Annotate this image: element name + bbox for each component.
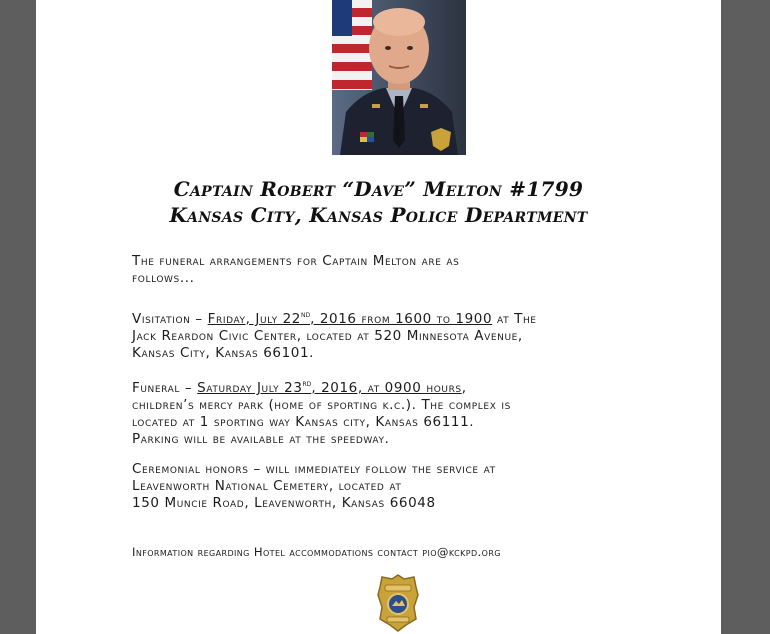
visitation-line-1 <box>132 306 692 328</box>
visitation-date <box>208 311 493 327</box>
memorial-title-name: Captain Robert “Dave” Melton #1799 <box>173 177 584 201</box>
funeral-paragraph <box>132 375 692 448</box>
funeral-line-4: Parking will be available at the speedway. <box>132 431 390 447</box>
funeral-date <box>197 380 462 396</box>
memorial-title-department: Kansas City, Kansas Police Department <box>169 203 588 227</box>
funeral-line-1-tail: , <box>461 380 467 396</box>
police-badge-icon <box>376 573 420 633</box>
funeral-date-text: Saturday July 23 <box>197 380 303 396</box>
funeral-date-time: , 2016, at 0900 hours <box>311 380 462 396</box>
hotel-info-line: Information regarding Hotel accommodations contact pio@kckpd.org <box>132 545 501 559</box>
honors-line-1: Ceremonial honors – will immediately follow the service at <box>132 461 496 477</box>
flyer-page <box>36 0 721 634</box>
visitation-line-2: Jack Reardon Civic Center, located at 520 Minnesota Avenue, <box>132 328 523 344</box>
honors-line-3: 150 Muncie Road, Leavenworth, Kansas 66048 <box>132 495 436 511</box>
funeral-line-2: children’s mercy park (home of sporting k.c.). The complex is <box>132 397 511 413</box>
intro-line-1: The funeral arrangements for Captain Melton are as <box>132 253 460 269</box>
intro-paragraph <box>132 253 692 287</box>
honors-line-2: Leavenworth National Cemetery, located at <box>132 478 402 494</box>
flag-graphic <box>332 0 372 90</box>
funeral-label: Funeral – <box>132 380 198 396</box>
funeral-line-3: located at 1 sporting way Kansas city, Kansas 66111. <box>132 414 475 430</box>
visitation-label: Visitation – <box>132 311 208 327</box>
honors-paragraph <box>132 461 692 512</box>
captain-portrait-photo <box>332 0 466 155</box>
funeral-line-1 <box>132 375 692 397</box>
funeral-date-suffix: rd <box>302 379 312 388</box>
intro-line-2: follows... <box>132 270 195 286</box>
portrait-illustration <box>332 0 466 155</box>
visitation-date-text: Friday, July 22 <box>207 311 301 327</box>
visitation-line-1-tail: at The <box>492 311 537 327</box>
visitation-date-time: , 2016 from 1600 to 1900 <box>310 311 493 327</box>
visitation-paragraph <box>132 306 692 362</box>
visitation-line-3: Kansas City, Kansas 66101. <box>132 345 315 361</box>
visitation-date-suffix: nd <box>300 310 311 319</box>
